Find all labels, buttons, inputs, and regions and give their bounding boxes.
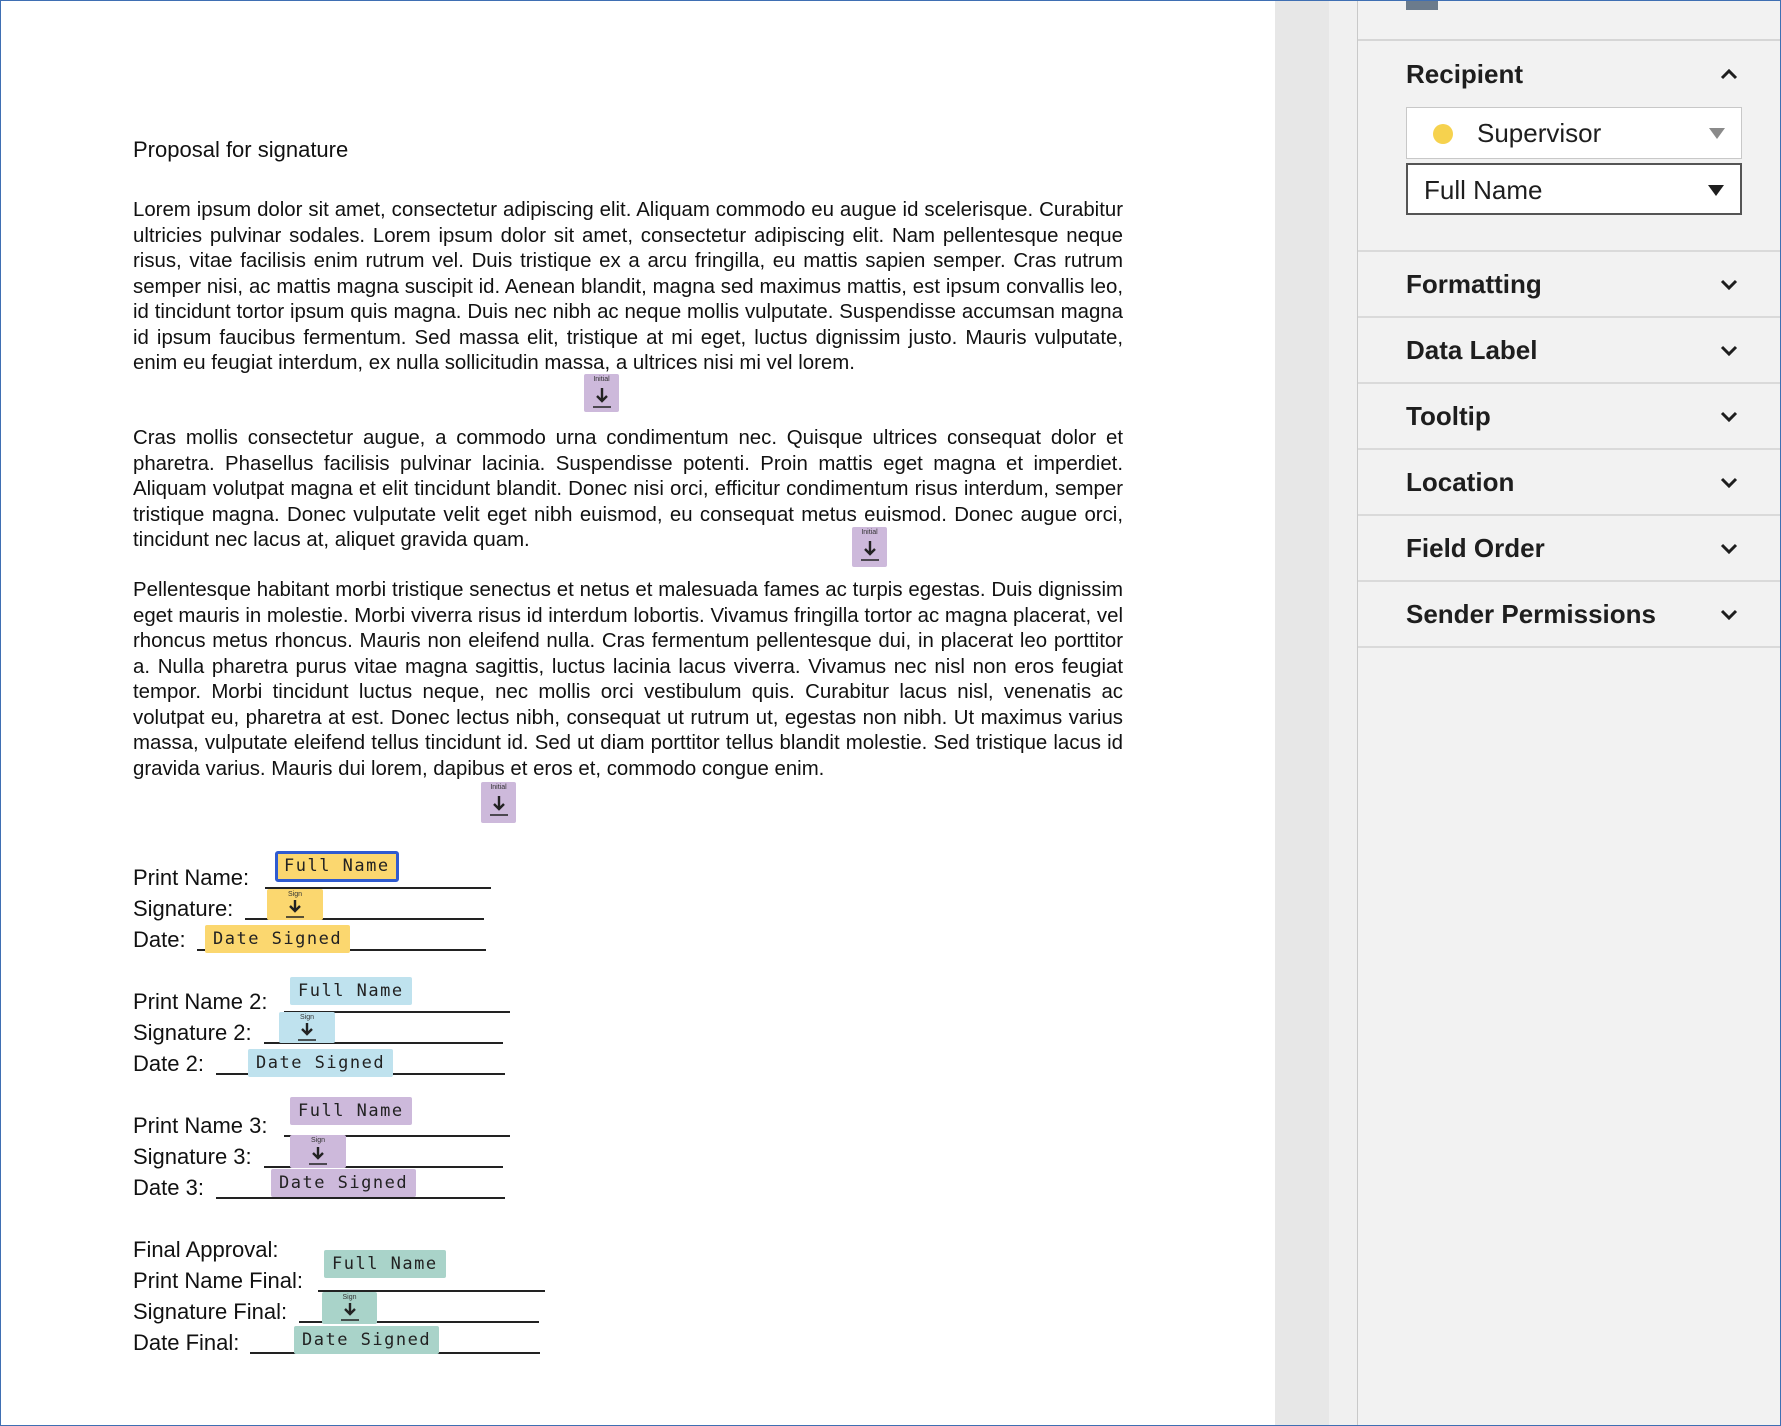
sign-field[interactable] xyxy=(279,1012,335,1043)
caret-down-icon xyxy=(1709,128,1725,139)
initial-field[interactable] xyxy=(481,782,516,823)
recipient-color-dot xyxy=(1433,124,1453,144)
divider xyxy=(1358,250,1781,252)
section-data-label[interactable]: Data Label xyxy=(1406,335,1538,365)
document-canvas xyxy=(2,2,1275,1426)
field-type-select-value: Full Name xyxy=(1424,175,1543,205)
chevron-down-icon[interactable] xyxy=(1718,603,1740,625)
print-name-label: Print Name: xyxy=(133,865,250,890)
date-signed-field[interactable]: Date Signed xyxy=(294,1326,439,1354)
date-signed-field[interactable]: Date Signed xyxy=(248,1049,393,1077)
document-title: Proposal for signature xyxy=(133,137,349,162)
date-2-label: Date 2: xyxy=(133,1051,204,1076)
date-3-label: Date 3: xyxy=(133,1175,204,1200)
initial-label: Initial xyxy=(861,529,878,536)
initial-field[interactable] xyxy=(584,374,619,412)
paragraph-2: Cras mollis consectetur augue, a commodo urna condimentum nec. Quisque ultrices consequat dolor et pharetra. Phasellus facilisis pulvinar lacinia. Suspendisse potenti. Proin mattis eget magna et imperdiet. Aliquam volutpat magna et elit tincidunt blandit. Donec nisi orci, efficitur condimentum risus interdum, semper tristique magna. Donec vulputate velit eget nibh euismod, eu consequat metus euismod. Donec augue orci, tincidunt nec lacus at, aliquet gravida quam. xyxy=(133,427,1123,551)
field-type-select[interactable] xyxy=(1406,163,1742,215)
chevron-down-icon[interactable] xyxy=(1718,273,1740,295)
date-final-label: Date Final: xyxy=(133,1330,240,1355)
print-name-2-label: Print Name 2: xyxy=(133,989,268,1014)
signature-2-label: Signature 2: xyxy=(133,1020,252,1045)
print-name-final-label: Print Name Final: xyxy=(133,1268,303,1293)
sign-label: Sign xyxy=(299,1014,314,1021)
sign-field[interactable] xyxy=(290,1135,346,1168)
divider xyxy=(1358,382,1781,384)
print-name-3-label: Print Name 3: xyxy=(133,1113,268,1138)
divider xyxy=(1358,39,1781,41)
date-3-line xyxy=(216,1197,505,1199)
initial-label: Initial xyxy=(490,784,507,791)
divider xyxy=(1358,448,1781,450)
signature-final-label: Signature Final: xyxy=(133,1299,288,1324)
section-field-order[interactable]: Field Order xyxy=(1406,533,1545,563)
initial-field[interactable] xyxy=(852,527,887,567)
divider xyxy=(1358,646,1781,648)
final-approval-heading: Final Approval: xyxy=(133,1237,279,1262)
section-formatting[interactable]: Formatting xyxy=(1406,269,1542,299)
date-signed-field[interactable]: Date Signed xyxy=(205,925,350,953)
section-location[interactable]: Location xyxy=(1406,467,1515,497)
full-name-field[interactable]: Full Name xyxy=(290,1097,412,1125)
download-arrow-icon xyxy=(860,540,880,562)
chevron-down-icon[interactable] xyxy=(1718,537,1740,559)
section-tooltip[interactable]: Tooltip xyxy=(1406,401,1491,431)
paragraph-3: Pellentesque habitant morbi tristique senectus et netus et malesuada fames ac turpis egestas. Duis dignissim eget mauris in molestie. Morbi viverra risus id interdum lobortis. Vivamus fringilla tortor ac magna placerat, vel rhoncus metus rhoncus. Mauris non eleifend nulla. Cras fermentum pellentesque dui, in placerat leo porttitor a. Nulla pharetra purus vitae magna sagittis, luctus lacinia lacus viverra. Vivamus nec nisl non eros feugiat tempor. Morbi tincidunt luctus neque, nec mollis orci vestibulum quis. Curabitur lacus nisl, venenatis ac volutpat eu, pharetra at est. Donec lectus nibh, consequat ut rutrum ut, egestas non nibh. Ut maximus varius massa, vulputate eleifend tellus tincidunt id. Sed ut diam porttitor tellus blandit molestie. Sed tristique lacus id gravida varius. Mauris dui lorem, dapibus et eros et, commodo congue enim. xyxy=(133,579,1123,780)
sign-label: Sign xyxy=(342,1294,357,1301)
date-signed-field[interactable]: Date Signed xyxy=(271,1169,416,1197)
signature-3-label: Signature 3: xyxy=(133,1144,252,1169)
chevron-down-icon[interactable] xyxy=(1718,339,1740,361)
sign-field[interactable] xyxy=(322,1292,377,1324)
download-arrow-icon xyxy=(340,1302,360,1322)
divider xyxy=(1358,514,1781,516)
download-arrow-icon xyxy=(592,387,612,409)
date-label: Date: xyxy=(133,927,186,952)
recipient-section-title[interactable]: Recipient xyxy=(1406,59,1524,89)
scrollbar-track[interactable] xyxy=(1329,1,1358,1425)
full-name-field[interactable]: Full Name xyxy=(290,977,412,1005)
chevron-down-icon[interactable] xyxy=(1718,405,1740,427)
sign-label: Sign xyxy=(310,1137,325,1144)
download-arrow-icon xyxy=(285,899,305,919)
download-arrow-icon xyxy=(308,1146,328,1166)
sign-label: Sign xyxy=(287,891,302,898)
recipient-select-value: Supervisor xyxy=(1477,118,1602,148)
full-name-field-selected[interactable]: Full Name xyxy=(275,851,399,882)
paragraph-1: Lorem ipsum dolor sit amet, consectetur adipiscing elit. Aliquam commodo eu augue id scelerisque. Curabitur ultricies pulvinar sodales. Lorem ipsum dolor sit amet, consectetur adipiscing elit. Nam pellentesque neque risus, vitae facilisis enim rutrum vel. Duis tristique ex a arcu fringilla, eu mattis sapien semper. Cras rutrum semper nisi, ac mattis magna suscipit id. Aenean blandit, magna sed maximus mattis, est ipsum convallis leo, id tincidunt tortor ipsum quis magna. Duis nec nibh ac neque mollis vulputate. Suspendisse accumsan magna id ipsum faucibus fermentum. Sed massa elit, tristique at mi eget, luctus dignissim justo. Mauris vulputate, enim eu feugiat interdum, ex nulla sollicitudin massa, a ultrices nisi mi vel lorem. xyxy=(133,199,1123,374)
sign-field[interactable] xyxy=(267,889,323,920)
initial-label: Initial xyxy=(593,376,610,383)
panel-top-element xyxy=(1406,1,1438,10)
section-sender-permissions[interactable]: Sender Permissions xyxy=(1406,599,1656,629)
download-arrow-icon xyxy=(489,795,509,817)
chevron-down-icon[interactable] xyxy=(1718,471,1740,493)
download-arrow-icon xyxy=(297,1022,317,1042)
full-name-field[interactable]: Full Name xyxy=(324,1250,446,1278)
signature-label: Signature: xyxy=(133,896,234,921)
caret-down-icon xyxy=(1708,185,1724,196)
document-gutter xyxy=(1275,1,1329,1425)
divider xyxy=(1358,316,1781,318)
properties-panel xyxy=(1358,1,1781,1425)
divider xyxy=(1358,580,1781,582)
recipient-select[interactable] xyxy=(1406,107,1742,159)
chevron-up-icon[interactable] xyxy=(1718,63,1740,85)
